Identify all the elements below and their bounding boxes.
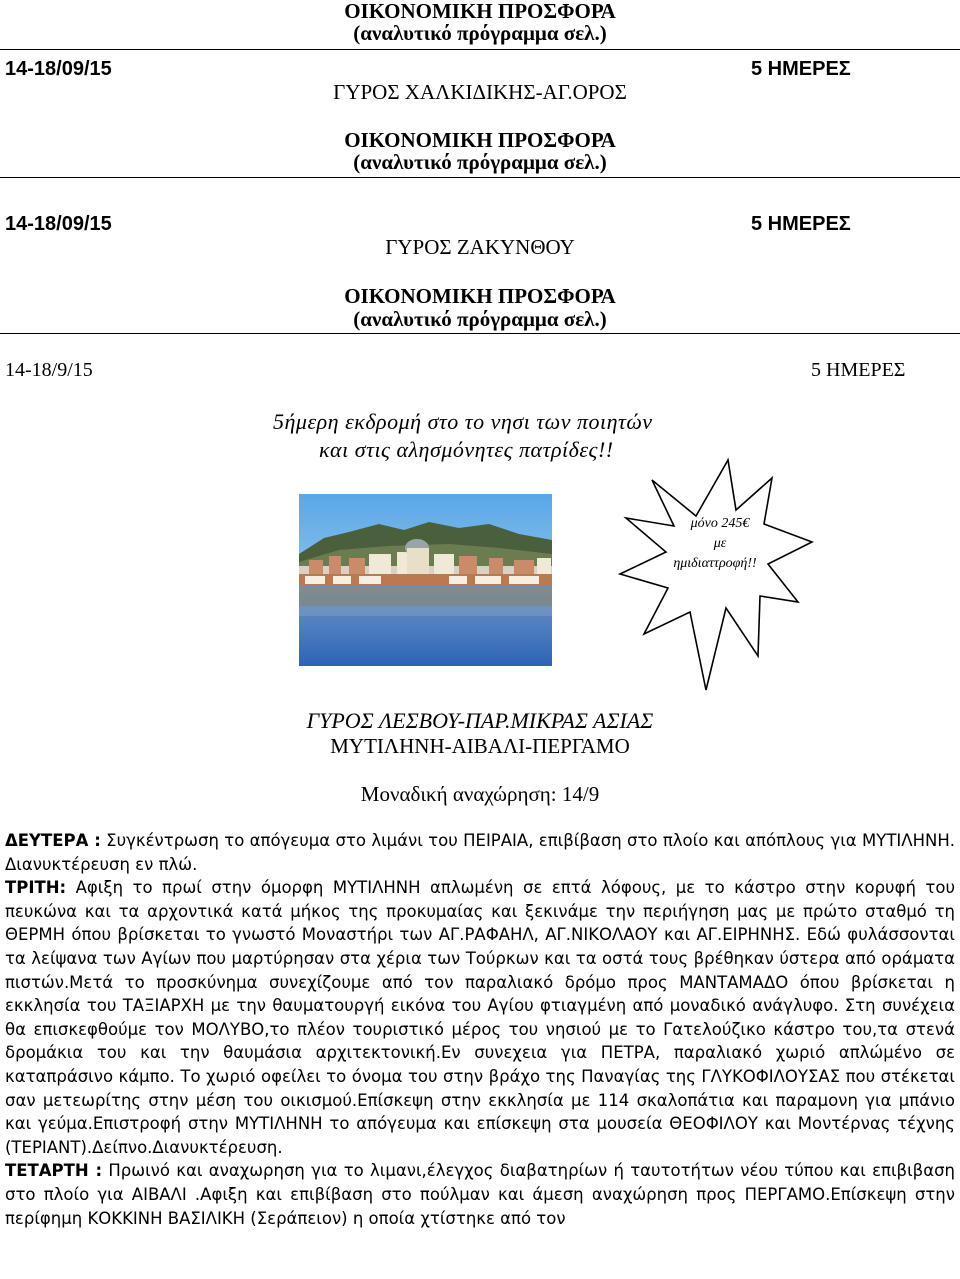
tour-1-title: ΓΥΡΟΣ ΧΑΛΚΙΔΙΚΗΣ-ΑΓ.ΟΡΟΣ: [333, 80, 627, 104]
tagline-line-2: και στις αλησμόνητες πατρίδες!!: [319, 437, 614, 462]
divider-2: [0, 177, 960, 178]
mytilene-harbour-photo: [299, 494, 552, 666]
tour-3-dates: 14-18/9/15: [5, 359, 93, 381]
offer-label-2: ΟΙΚΟΝΟΜΙΚΗ ΠΡΟΣΦΟΡΑ: [344, 128, 616, 152]
day-text-wednesday: Πρωινό και αναχωρηση για το λιμανι,έλεγχος διαβατηρίων ή ταυτοτήτων νέου τύπου και επιβιβαση στο πλοίο για ΑΙΒΑΛΙ .Αφιξη και επιβίβαση στο πούλμαν και άμεση αναχώρηση προς ΠΕΡΓΑΜΟ.Επίσκεψη στην περίφημη ΚΟΚΚΙΝΗ ΒΑΣΙΛΙΚΗ (Σεράπειον) η οποία χτίστηκε από τον: [5, 1161, 955, 1228]
tour-2-title: ΓΥΡΟΣ ΖΑΚΥΝΘΟΥ: [385, 235, 575, 259]
badge-price: μόνο 245€: [690, 516, 750, 531]
tour-2-days: 5 ΗΜΕΡΕΣ: [751, 213, 851, 235]
program-note-3: (αναλυτικό πρόγραμμα σελ.): [353, 307, 607, 331]
day-text-tuesday: Αφιξη το πρωί στην όμορφη ΜΥΤΙΛΗΝΗ απλωμένη σε επτά λόφους, με το κάστρο στην κορυφή του πευκώνα και τα αρχοντικά κατά μήκος της προκυμαίας και ξεκινάμε την περιήγηση μας με πρώτο σταθμό τη ΘΕΡΜΗ όπου βρίσκεται το γνωστό Μοναστήρι των ΑΓ.ΡΑΦΑΗΛ, ΑΓ.ΝΙΚΟΛΑΟΥ και ΑΓ.ΕΙΡΗΝΗΣ. Εδώ φυλάσσονται τα λείψανα των Αγίων που μαρτύρησαν στα χέρια των Τούρκων και τα οστά τους βρέθηκαν ύστερα από οράματα πιστών.Μετά το προσκύνημα συνεχίζουμε από τον παραλιακό δρόμο προς ΜΑΝΤΑΜΑΔΟ όπου βρίσκεται η εκκλησία του ΤΑΞΙΑΡΧΗ με την θαυματουργή εικόνα του Αγίου φτιαγμένη από μοναδικό ανάγλυφο. Στη συνέχεια θα επισκεφθούμε τον ΜΟΛΥΒΟ,το πλέον τουριστικό μέρος του νησιού με το Γατελούζικο κάστρο του,τα στενά δρομάκια του και την θαυμάσια αρχιτεκτονική.Εν συνεχεια για ΠΕΤΡΑ, παραλιακό χωριό απλώμένο σε καταπράσινο κάμπο. Το χωριό οφείλει το όνομα του στην βράχο της Παναγίας της ΓΛΥΚΟΦΙΛΟΥΣΑΣ που στέκεται σαν μετεωρίτης στην μέση του οικισμού.Επίσκεψη στην εκκλησία με 114 σκαλοπάτια και παραμονη για μπάνιο και γεύμα.Επιστροφή στην ΜΥΤΙΛΗΝΗ το απόγευμα και επίσκεψη στα μουσεία ΘΕΟΦΙΛΟΥ και Μοντέρνας τέχνης (ΤΕΡΙΑΝΤ).Δείπνο.Διανυκτέρευση.: [5, 878, 955, 1157]
lesvos-tour-title: ΓΥΡΟΣ ΛΕΣΒΟΥ-ΠΑΡ.ΜΙΚΡΑΣ ΑΣΙΑΣ: [306, 708, 654, 733]
itinerary-monday: [5, 829, 955, 876]
tour-3-days: 5 ΗΜΕΡΕΣ: [811, 359, 906, 381]
program-note-1: (αναλυτικό πρόγραμμα σελ.): [353, 21, 607, 45]
day-label-wednesday: ΤΕΤΑΡΤΗ :: [5, 1161, 103, 1181]
lesvos-cities: ΜΥΤΙΛΗΝΗ-ΑΙΒΑΛΙ-ΠΕΡΓΑΜΟ: [330, 734, 630, 758]
divider-1: [0, 49, 960, 50]
lesvos-departure: Μοναδική αναχώρηση: 14/9: [360, 782, 600, 806]
program-note-2: (αναλυτικό πρόγραμμα σελ.): [353, 150, 607, 174]
divider-3: [0, 333, 960, 334]
itinerary: [5, 829, 955, 1230]
itinerary-wednesday: [5, 1159, 955, 1230]
tour-1-days: 5 ΗΜΕΡΕΣ: [751, 58, 851, 80]
day-text-monday: Συγκέντρωση το απόγευμα στο λιμάνι του ΠΕΙΡΑΙΑ, επιβίβαση στο πλοίο και απόπλους για ΜΥΤΙΛΗΝΗ. Διανυκτέρευση εν πλώ.: [5, 831, 955, 874]
offer-label-1: ΟΙΚΟΝΟΜΙΚΗ ΠΡΟΣΦΟΡΑ: [344, 0, 616, 23]
tour-2-dates: 14-18/09/15: [5, 213, 112, 235]
tour-1-dates: 14-18/09/15: [5, 58, 112, 80]
tagline-line-1: 5ήμερη εκδρομή στο το νησι των ποιητών: [273, 409, 653, 434]
itinerary-tuesday: [5, 876, 955, 1159]
badge-with: με: [713, 536, 727, 551]
day-label-tuesday: ΤΡΙΤΗ:: [5, 878, 67, 898]
day-label-monday: ΔΕΥΤΕΡΑ :: [5, 831, 101, 850]
badge-half-board: ημιδιαττροφή!!: [673, 556, 757, 571]
price-badge-star: [614, 452, 824, 700]
offer-label-3: ΟΙΚΟΝΟΜΙΚΗ ΠΡΟΣΦΟΡΑ: [344, 284, 616, 308]
